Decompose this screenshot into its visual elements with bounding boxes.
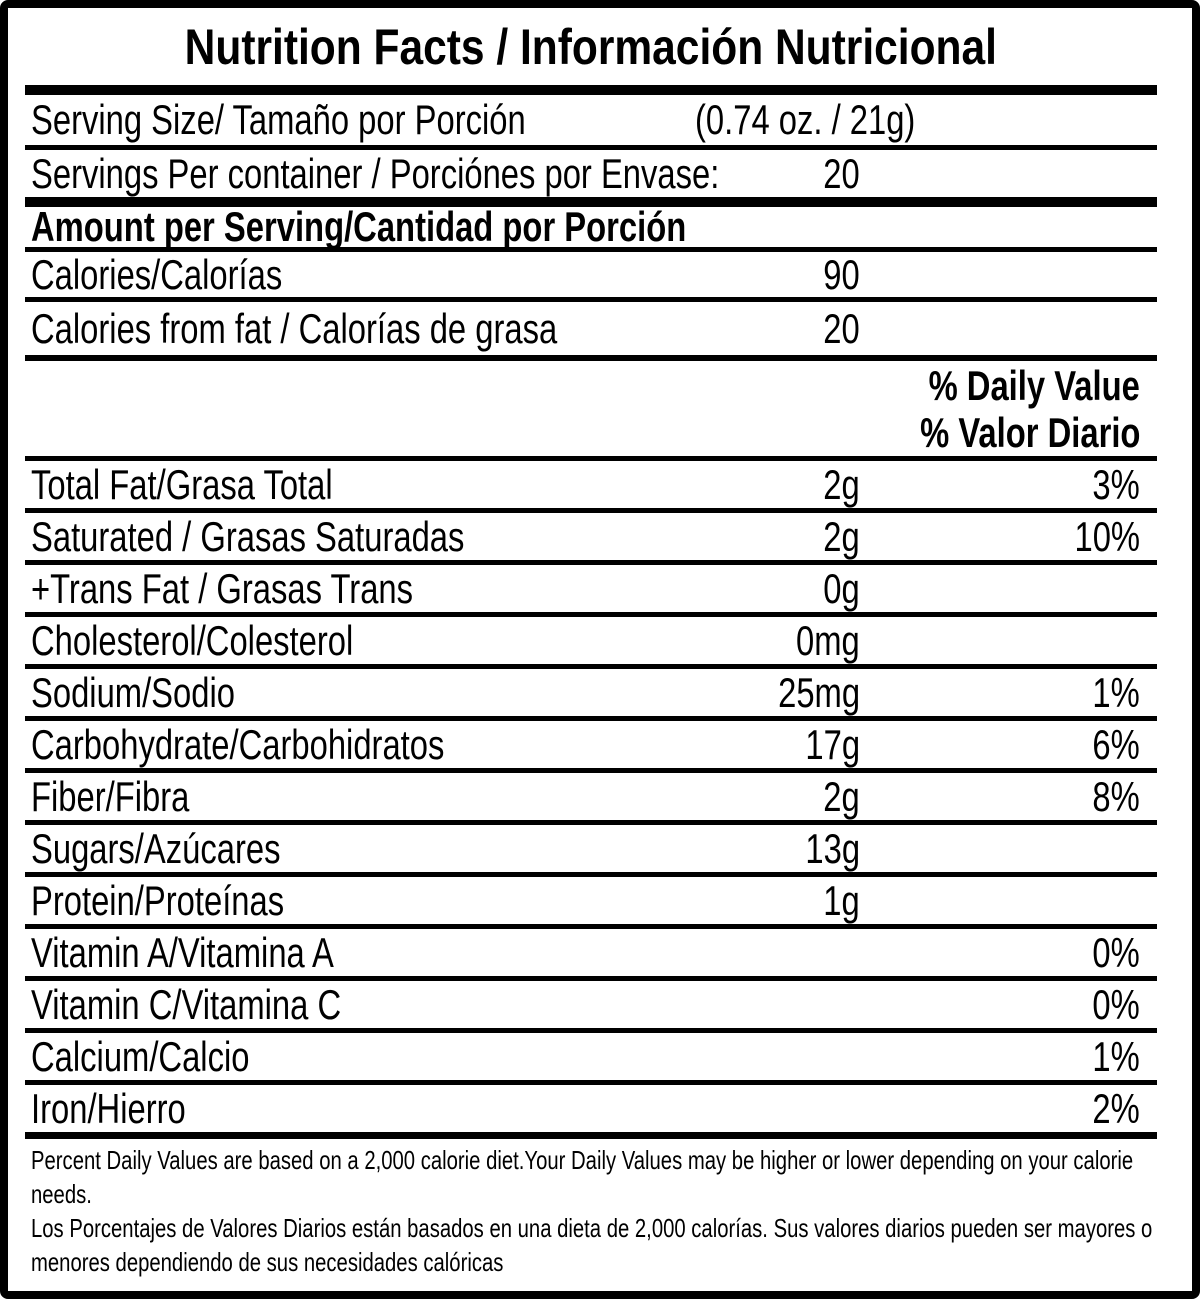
nutrient-label: Calcium/Calcio bbox=[31, 1032, 250, 1080]
serving-size-row bbox=[25, 95, 1157, 145]
servings-per-container-value: 20 bbox=[823, 149, 860, 197]
nutrient-amount-cell bbox=[755, 669, 860, 716]
calories-row bbox=[25, 252, 1157, 297]
nutrient-amount-cell bbox=[813, 513, 860, 560]
nutrient-dv-cell bbox=[1079, 929, 1140, 976]
nutrient-label: Protein/Proteínas bbox=[31, 876, 285, 924]
serving-size-label: Serving Size/ Tamaño por Porción bbox=[31, 96, 526, 143]
nutrient-dv: 1% bbox=[1092, 668, 1140, 716]
nutrient-dv-cell bbox=[1079, 1085, 1140, 1132]
nutrient-label: Vitamin A/Vitamina A bbox=[31, 928, 334, 976]
amount-per-serving-heading: Amount per Serving/Cantidad por Porción bbox=[31, 203, 687, 250]
label-content bbox=[8, 8, 1192, 1291]
nutrient-dv: 10% bbox=[1074, 512, 1140, 560]
nutrient-amount-cell bbox=[813, 773, 860, 820]
nutrient-label: Cholesterol/Colesterol bbox=[31, 616, 354, 664]
nutrient-row-trans-fat bbox=[25, 565, 1157, 612]
nutrient-dv-cell bbox=[1079, 721, 1140, 768]
daily-value-header-es-row bbox=[25, 409, 1157, 456]
nutrient-dv-cell bbox=[1079, 981, 1140, 1028]
serving-size-value: (0.74 oz. / 21g) bbox=[695, 96, 916, 143]
nutrient-amount-cell bbox=[813, 877, 860, 924]
calories-from-fat-row bbox=[25, 302, 1157, 355]
nutrient-amount: 1g bbox=[823, 876, 860, 924]
footnote-english: Percent Daily Values are based on a 2,000 calorie diet.Your Daily Values may be higher or lower depending on your calorie needs. bbox=[31, 1145, 1134, 1209]
servings-per-container-value-cell bbox=[813, 150, 860, 197]
nutrient-amount: 17g bbox=[805, 720, 860, 768]
nutrient-row-total-fat bbox=[25, 461, 1157, 508]
calories-from-fat-value: 20 bbox=[823, 304, 860, 352]
nutrient-label: Total Fat/Grasa Total bbox=[31, 460, 333, 508]
nutrient-row-carbohydrate bbox=[25, 721, 1157, 768]
nutrient-label: Saturated / Grasas Saturadas bbox=[31, 512, 465, 560]
divider-above-footnote bbox=[25, 1132, 1157, 1139]
nutrient-row-sodium bbox=[25, 669, 1157, 716]
nutrient-amount: 0mg bbox=[796, 616, 860, 664]
nutrient-amount-cell bbox=[790, 825, 860, 872]
daily-value-header-en-row bbox=[25, 362, 1157, 409]
nutrient-dv-cell bbox=[1056, 513, 1140, 560]
nutrient-dv: 8% bbox=[1092, 772, 1140, 820]
nutrient-amount: 25mg bbox=[778, 668, 860, 716]
nutrient-label: Fiber/Fibra bbox=[31, 772, 190, 820]
nutrient-label: Sugars/Azúcares bbox=[31, 824, 281, 872]
nutrient-dv: 3% bbox=[1092, 460, 1140, 508]
calories-value: 90 bbox=[823, 250, 860, 298]
nutrient-label: Carbohydrate/Carbohidratos bbox=[31, 720, 445, 768]
nutrient-label: Vitamin C/Vitamina C bbox=[31, 980, 342, 1028]
nutrient-amount-cell bbox=[778, 617, 860, 664]
servings-per-container-label: Servings Per container / Porciónes por Envase: bbox=[31, 149, 720, 197]
nutrient-dv-cell bbox=[1079, 1033, 1140, 1080]
nutrient-dv-cell bbox=[1079, 461, 1140, 508]
nutrient-row-cholesterol bbox=[25, 617, 1157, 664]
nutrient-row-fiber bbox=[25, 773, 1157, 820]
nutrient-row-calcium bbox=[25, 1033, 1157, 1080]
nutrient-amount: 2g bbox=[823, 460, 860, 508]
footnote-block bbox=[25, 1143, 1157, 1279]
daily-value-header-es: % Valor Diario bbox=[919, 408, 1140, 456]
serving-size-value-cell bbox=[695, 95, 978, 145]
amount-per-serving-heading-row bbox=[25, 203, 1157, 250]
footnote-spanish: Los Porcentajes de Valores Diarios están basados en una dieta de 2,000 calorías. Sus valores diarios pueden ser mayores o menores dependiendo de sus necesidades calóricas bbox=[31, 1213, 1153, 1277]
nutrient-row-saturated-fat bbox=[25, 513, 1157, 560]
nutrient-dv: 1% bbox=[1092, 1032, 1140, 1080]
title-block bbox=[25, 8, 1157, 85]
nutrient-row-vitamin-a bbox=[25, 929, 1157, 976]
daily-value-header-en: % Daily Value bbox=[928, 361, 1140, 409]
nutrient-label: Sodium/Sodio bbox=[31, 668, 235, 716]
nutrient-amount: 0g bbox=[823, 564, 860, 612]
nutrient-amount: 2g bbox=[823, 512, 860, 560]
calories-value-cell bbox=[813, 252, 860, 297]
calories-from-fat-value-cell bbox=[813, 302, 860, 355]
divider-thick-under-title bbox=[25, 85, 1157, 95]
nutrient-row-sugars bbox=[25, 825, 1157, 872]
nutrient-amount: 2g bbox=[823, 772, 860, 820]
nutrient-dv: 6% bbox=[1092, 720, 1140, 768]
nutrient-label: Iron/Hierro bbox=[31, 1084, 186, 1132]
nutrient-label: +Trans Fat / Grasas Trans bbox=[31, 564, 414, 612]
nutrient-dv: 2% bbox=[1092, 1084, 1140, 1132]
nutrient-row-protein bbox=[25, 877, 1157, 924]
nutrient-amount-cell bbox=[813, 461, 860, 508]
nutrient-amount-cell bbox=[790, 721, 860, 768]
nutrient-row-vitamin-c bbox=[25, 981, 1157, 1028]
servings-per-container-row bbox=[25, 150, 1157, 197]
nutrient-dv: 0% bbox=[1092, 928, 1140, 976]
nutrient-dv-cell bbox=[1079, 773, 1140, 820]
nutrient-dv-cell bbox=[1079, 669, 1140, 716]
nutrient-amount: 13g bbox=[805, 824, 860, 872]
nutrient-row-iron bbox=[25, 1085, 1157, 1132]
daily-value-header-block bbox=[25, 361, 1157, 456]
calories-label: Calories/Calorías bbox=[31, 250, 283, 298]
label-title: Nutrition Facts / Información Nutricional bbox=[184, 18, 998, 75]
nutrient-amount-cell bbox=[813, 565, 860, 612]
nutrient-dv: 0% bbox=[1092, 980, 1140, 1028]
calories-from-fat-label: Calories from fat / Calorías de grasa bbox=[31, 304, 558, 352]
